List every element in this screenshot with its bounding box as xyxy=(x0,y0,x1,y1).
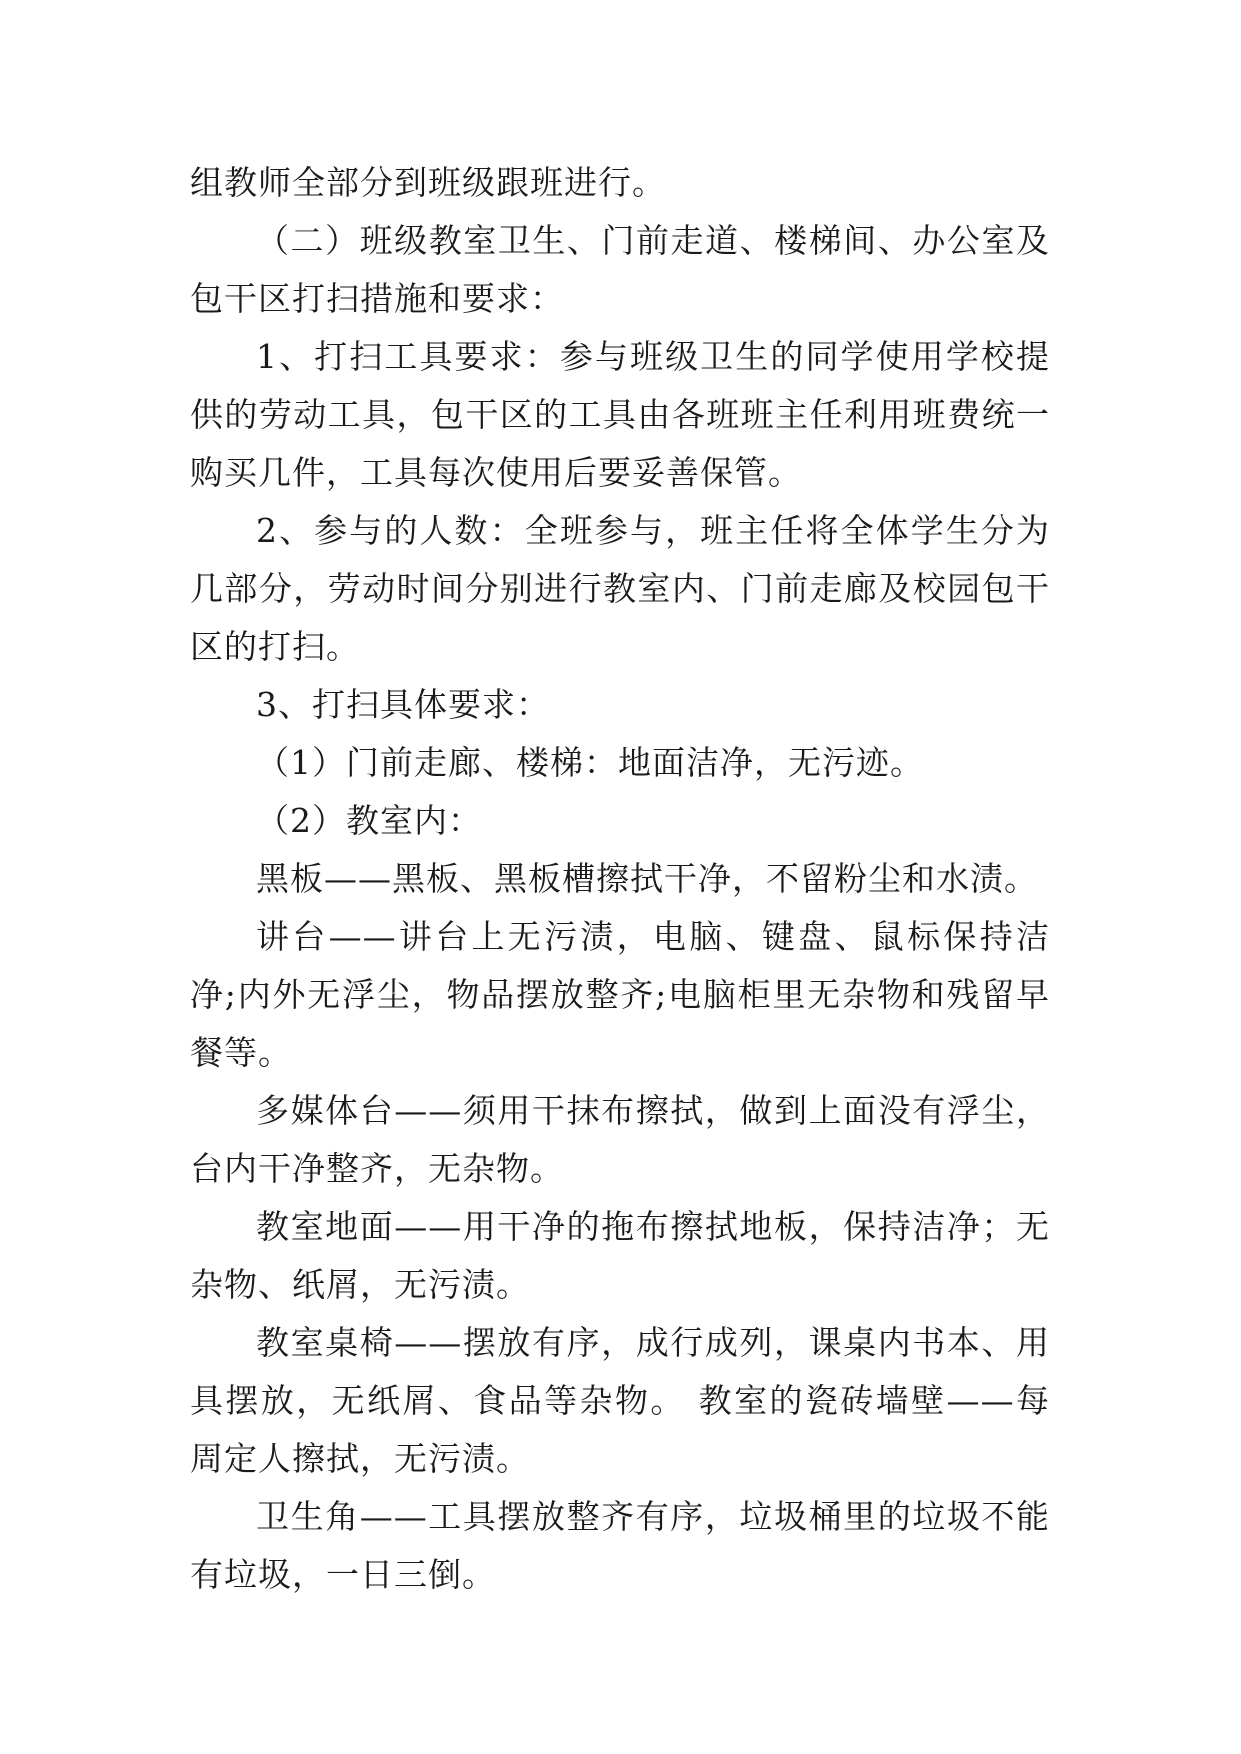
paragraph: 2、参与的人数：全班参与，班主任将全体学生分为几部分，劳动时间分别进行教室内、门前走廊及校园包干区的打扫。 xyxy=(190,511,1050,666)
document-body xyxy=(190,154,1050,1604)
paragraph: 卫生角——工具摆放整齐有序，垃圾桶里的垃圾不能有垃圾，一日三倒。 xyxy=(190,1497,1050,1594)
paragraph: 教室地面——用干净的拖布擦拭地板，保持洁净；无杂物、纸屑，无污渍。 xyxy=(190,1207,1050,1304)
paragraph: 黑板——黑板、黑板槽擦拭干净，不留粉尘和水渍。 xyxy=(256,859,1038,898)
paragraph: （2）教室内： xyxy=(256,801,482,840)
paragraph: 1、打扫工具要求：参与班级卫生的同学使用学校提供的劳动工具，包干区的工具由各班班主任利用班费统一购买几件，工具每次使用后要妥善保管。 xyxy=(190,337,1050,492)
paragraph: 教室桌椅——摆放有序，成行成列，课桌内书本、用具摆放，无纸屑、食品等杂物。 教室的瓷砖墙壁——每周定人擦拭，无污渍。 xyxy=(190,1323,1050,1478)
paragraph: 3、打扫具体要求： xyxy=(256,685,550,724)
paragraph: 讲台——讲台上无污渍，电脑、键盘、鼠标保持洁净;内外无浮尘，物品摆放整齐;电脑柜里无杂物和残留早餐等。 xyxy=(190,917,1050,1072)
paragraph: （1）门前走廊、楼梯：地面洁净，无污迹。 xyxy=(256,743,924,782)
paragraph: 组教师全部分到班级跟班进行。 xyxy=(190,163,666,202)
section-heading: （二）班级教室卫生、门前走道、楼梯间、办公室及包干区打扫措施和要求： xyxy=(190,221,1050,318)
paragraph: 多媒体台——须用干抹布擦拭，做到上面没有浮尘，台内干净整齐，无杂物。 xyxy=(190,1091,1050,1188)
